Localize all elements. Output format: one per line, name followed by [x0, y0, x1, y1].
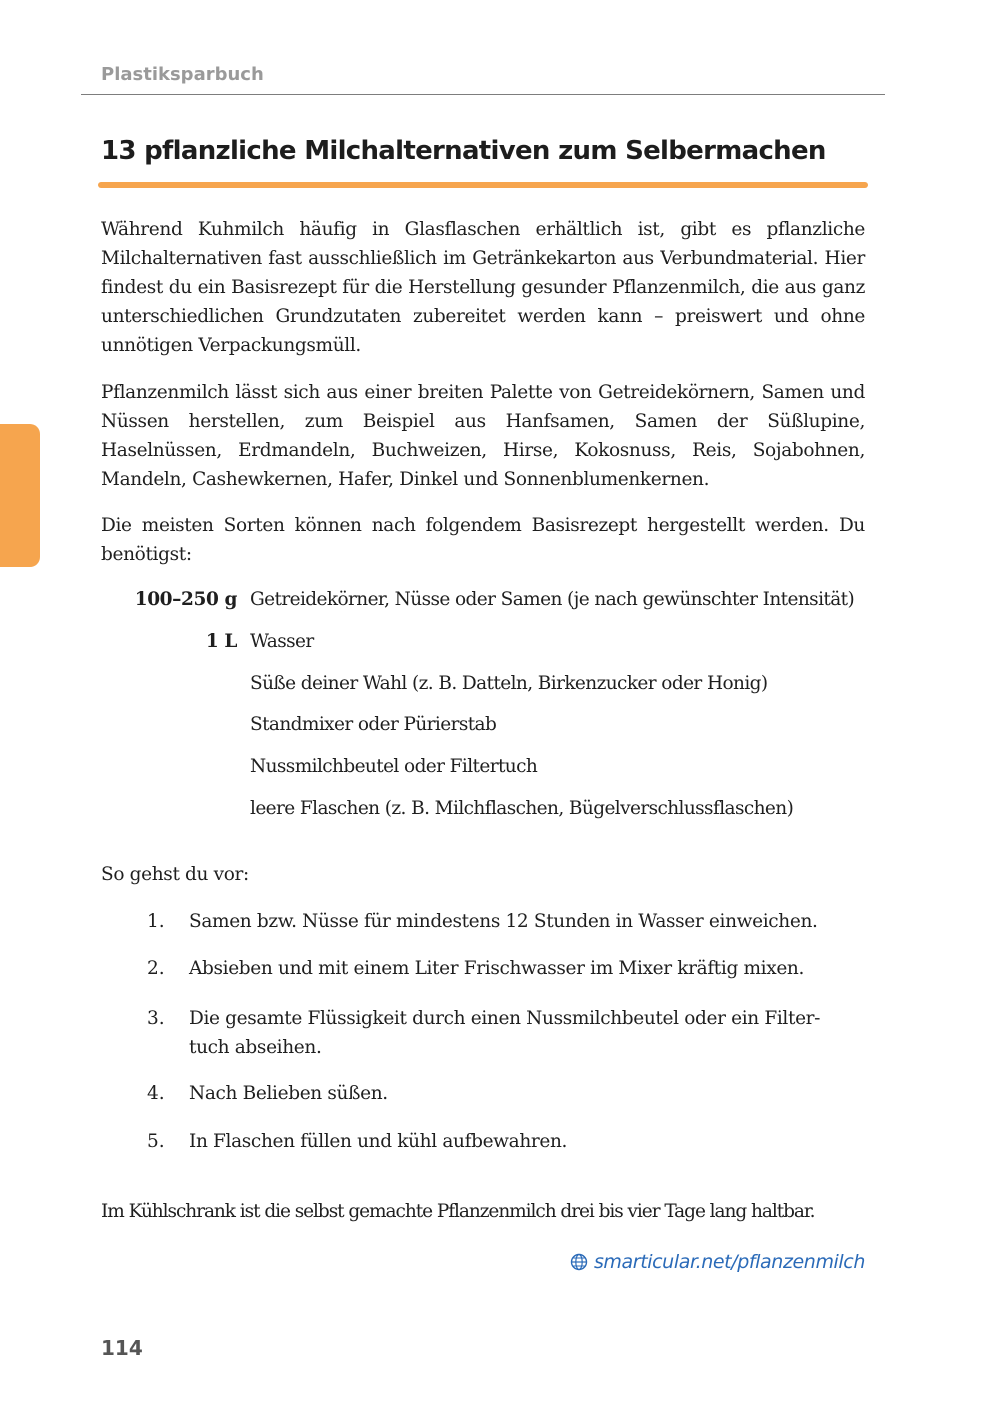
step-text: Nach Belieben süßen. — [189, 1083, 388, 1104]
globe-icon — [570, 1253, 588, 1271]
ingredient-text: Wasser — [250, 631, 314, 652]
steps-intro: So gehst du vor: — [101, 864, 249, 885]
ingredient-quantity: 1 L — [205, 631, 237, 652]
intro-paragraph: Während Kuhmilch häufig in Glasflaschen erhältlich ist, gibt es pflanzliche Milchalternativen fast ausschließlich im Getränkekarton aus Verbundmaterial. Hier findest du ein Basisrezept für die Herstellung gesunder Pflanzenmilch, die aus ganz unterschiedlichen Grundzutaten zubereitet werden kann – preiswert und ohne unnötigen Verpackungsmüll. — [101, 219, 865, 356]
step-text: Absieben und mit einem Liter Frischwasser im Mixer kräftig mixen. — [189, 958, 805, 979]
website-link[interactable] — [570, 1251, 865, 1273]
running-head: Plastiksparbuch — [101, 64, 264, 85]
step-number: 3. — [147, 1008, 165, 1029]
recipe-intro-paragraph: Die meisten Sorten können nach folgendem Basisrezept hergestellt werden. Du benötigst: — [101, 515, 865, 565]
step-number: 2. — [147, 958, 165, 979]
ingredients-paragraph: Pflanzenmilch lässt sich aus einer breiten Palette von Getreidekörnern, Samen und Nüssen herstellen, zum Beispiel aus Hanfsamen, Samen der Süßlupine, Haselnüssen, Erdmandeln, Buchweizen, Hirse, Kokosnuss, Reis, Sojabohnen, Mandeln, Cashewkernen, Hafer, Dinkel und Sonnenblumenkernen. — [101, 382, 865, 490]
ingredient-quantity: 100–250 g — [134, 589, 237, 610]
chapter-side-tab — [0, 424, 40, 567]
ingredient-text: leere Flaschen (z. B. Milchflaschen, Bügelverschlussflaschen) — [250, 798, 794, 819]
step-number: 1. — [147, 911, 165, 932]
step-text: Samen bzw. Nüsse für mindestens 12 Stunden in Wasser einweichen. — [189, 911, 818, 932]
title-underline — [98, 182, 868, 188]
step-number: 5. — [147, 1131, 165, 1152]
ingredient-text: Getreidekörner, Nüsse oder Samen (je nach gewünschter Intensität) — [250, 589, 855, 610]
ingredient-text: Standmixer oder Pürierstab — [250, 714, 497, 735]
closing-sentence: Im Kühlschrank ist die selbst gemachte Pflanzenmilch drei bis vier Tage lang haltbar. — [101, 1201, 815, 1222]
website-link-text: smarticular.net/pflanzenmilch — [593, 1251, 865, 1273]
step-number: 4. — [147, 1083, 165, 1104]
page-number: 114 — [101, 1336, 143, 1360]
step-text: Die gesamte Flüssigkeit durch einen Nussmilchbeutel oder ein Filter-tuch abseihen. — [189, 1008, 821, 1058]
ingredient-text: Süße deiner Wahl (z. B. Datteln, Birkenzucker oder Honig) — [250, 673, 768, 694]
chapter-title: 13 pflanzliche Milchalternativen zum Selbermachen — [101, 136, 826, 166]
ingredient-text: Nussmilchbeutel oder Filtertuch — [250, 756, 538, 777]
step-text: In Flaschen füllen und kühl aufbewahren. — [189, 1131, 568, 1152]
header-rule — [81, 94, 885, 95]
